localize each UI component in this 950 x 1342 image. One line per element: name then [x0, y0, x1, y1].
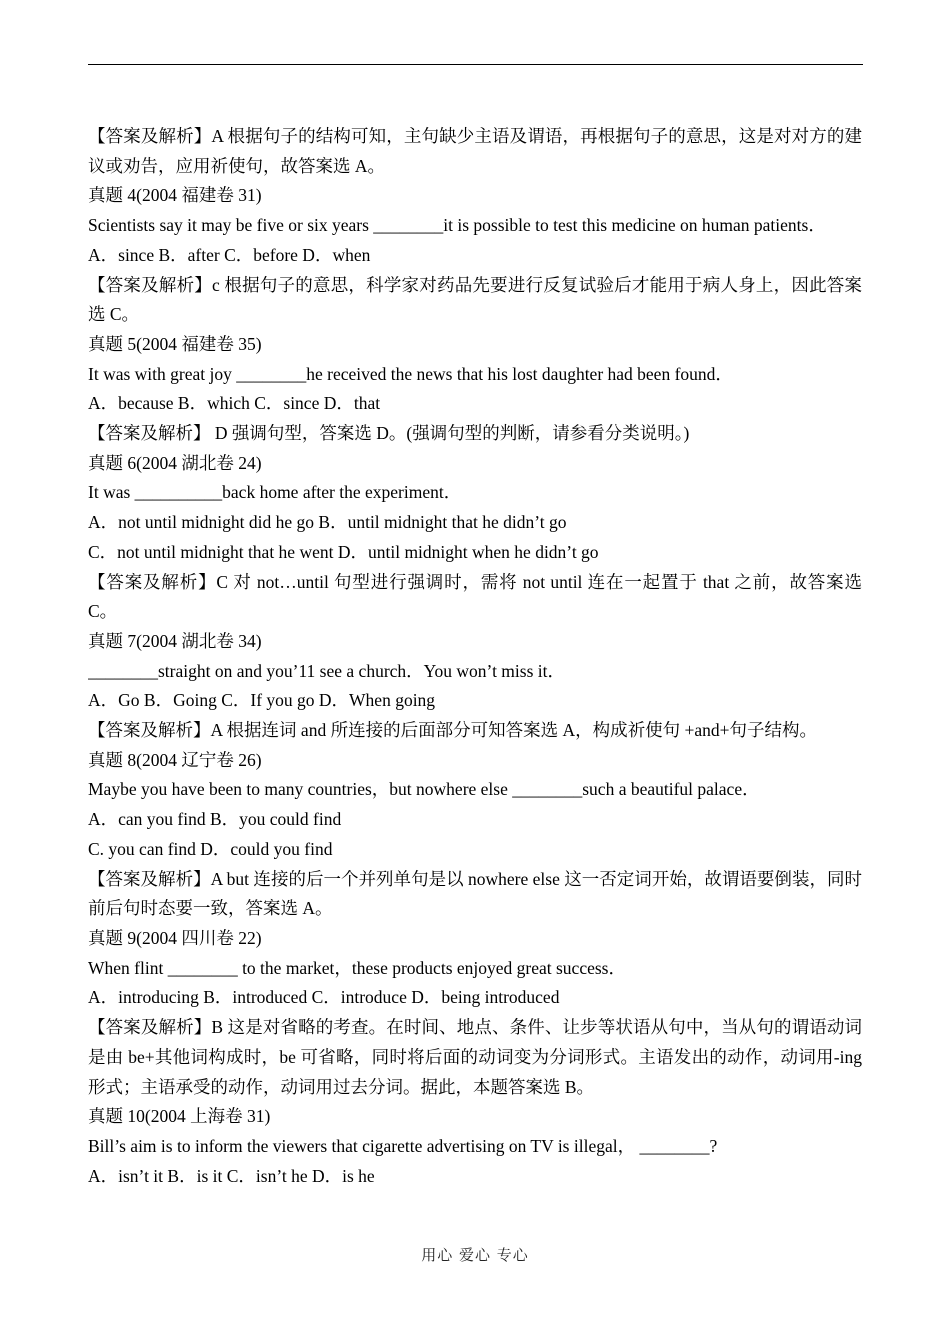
document-paragraph: 【答案及解析】A but 连接的后一个并列单句是以 nowhere else 这一否定词开始，故谓语要倒装，同时前后句时态要一致，答案选 A。 — [88, 868, 862, 919]
document-line: C．not until midnight that he went D．until midnight when he didn’t go — [88, 541, 599, 562]
document-paragraph: 【答案及解析】C 对 not…until 句型进行强调时，需将 not until 连在一起置于 that 之前，故答案选 C。 — [88, 571, 862, 622]
document-paragraph: 【答案及解析】A 根据句子的结构可知，主句缺少主语及谓语，再根据句子的意思，这是对对方的建议或劝告，应用祈使句，故答案选 A。 — [88, 126, 862, 176]
document-line: When flint ________ to the market，these products enjoyed great success． — [88, 957, 626, 978]
document-line: 真题 10(2004 上海卷 31) — [88, 1106, 271, 1127]
document-paragraph: 【答案及解析】B 这是对省略的考查。在时间、地点、条件、让步等状语从句中，当从句的谓语动词是由 be+其他词构成时，be 可省略，同时将后面的动词变为分词形式。主语发出的动作，动词用-ing 形式；主语承受的动作，动词用过去分词。据此，本题答案选 B。 — [88, 1017, 862, 1097]
document-line: 真题 7(2004 湖北卷 34) — [88, 630, 262, 651]
document-line: A．can you find B．you could find — [88, 809, 342, 830]
document-line: It was __________back home after the experiment． — [88, 482, 462, 503]
document-line: A．because B．which C．since D．that — [88, 393, 381, 414]
page-footer: 用心 爱心 专心 — [421, 1246, 529, 1264]
document-line: ________straight on and you’11 see a church．You won’t miss it． — [88, 660, 566, 681]
document-paragraph: 【答案及解析】c 根据句子的意思，科学家对药品先要进行反复试验后才能用于病人身上，因此答案选 C。 — [88, 274, 862, 325]
document-line: A．Go B．Going C．If you go D．When going — [88, 690, 436, 711]
header-rule — [88, 64, 863, 65]
document-line: 真题 9(2004 四川卷 22) — [88, 927, 262, 948]
document-line: 真题 4(2004 福建卷 31) — [88, 185, 262, 206]
document-line: A．since B．after C．before D．when — [88, 244, 371, 265]
document-line: A．isn’t it B．is it C．isn’t he D．is he — [88, 1165, 375, 1186]
document-line: It was with great joy ________he received the news that his lost daughter had been found． — [88, 363, 733, 384]
document-body — [88, 122, 862, 1191]
document-line: Bill’s aim is to inform the viewers that cigarette advertising on TV is illegal， ________? — [88, 1135, 718, 1156]
document-line: Maybe you have been to many countries，but nowhere else ________such a beautiful palace． — [88, 779, 760, 800]
document-line: 真题 5(2004 福建卷 35) — [88, 333, 262, 354]
document-line: A．not until midnight did he go B．until midnight that he didn’t go — [88, 512, 567, 533]
document-line: A．introducing B．introduced C．introduce D．being introduced — [88, 987, 560, 1008]
document-line: 真题 8(2004 辽宁卷 26) — [88, 749, 262, 770]
document-paragraph: Scientists say it may be five or six years ________it is possible to test this medicine on human patients． — [88, 215, 826, 236]
document-line: 【答案及解析】A 根据连词 and 所连接的后面部分可知答案选 A，构成祈使句 +and+句子结构。 — [88, 720, 817, 741]
document-line: C. you can find D．could you find — [88, 838, 333, 859]
document-line: 真题 6(2004 湖北卷 24) — [88, 452, 262, 473]
document-line: 【答案及解析】 D 强调句型，答案选 D。(强调句型的判断，请参看分类说明。) — [88, 423, 690, 444]
